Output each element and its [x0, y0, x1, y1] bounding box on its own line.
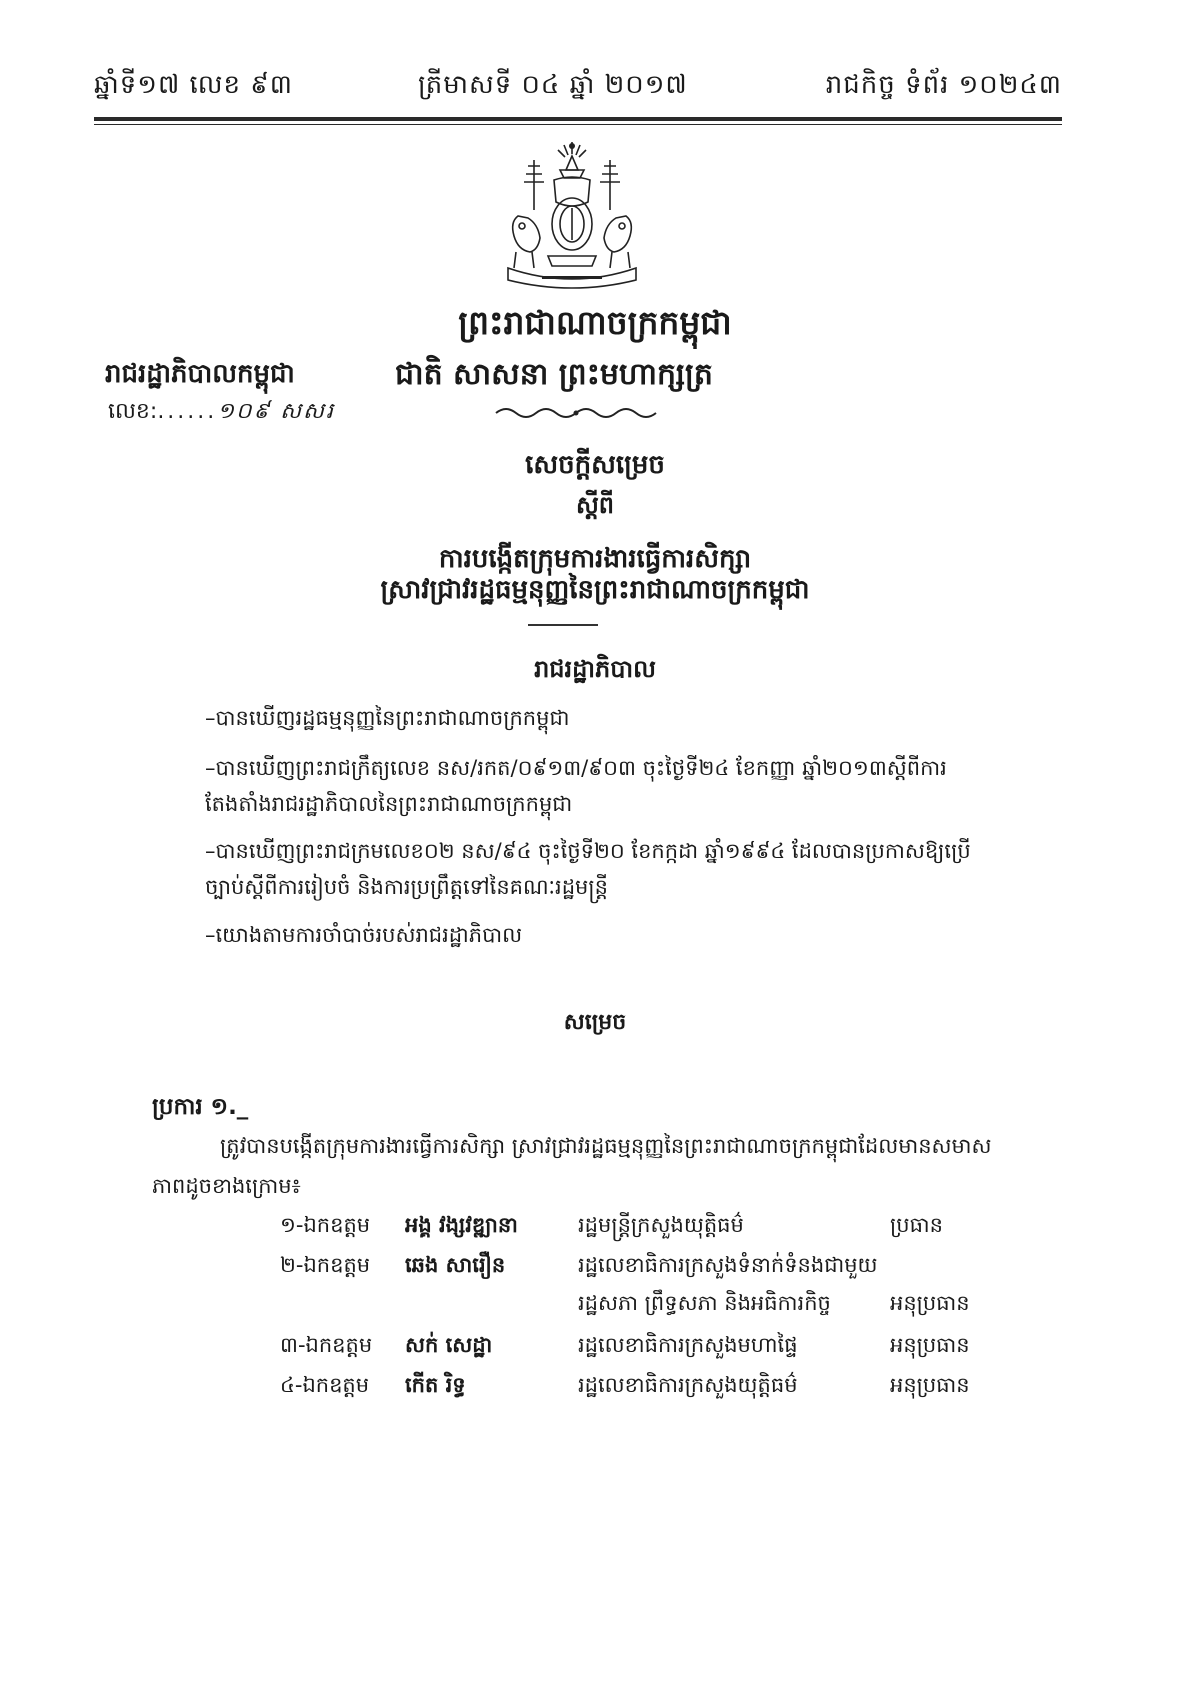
- member-position-continued: រដ្ឋសភា ព្រឹទ្ធសភា និងអធិការកិច្ច: [578, 1291, 831, 1315]
- member-position: រដ្ឋលេខាធិការក្រសួងយុត្តិធម៌: [578, 1373, 798, 1397]
- gazette-page: រាជកិច្ច ទំព័រ ១០២៤៣: [825, 70, 1062, 100]
- member-role: ប្រធាន: [890, 1213, 943, 1237]
- gazette-issue: ឆ្នាំទី១៧ លេខ ៩៣: [94, 70, 293, 100]
- article-text: ត្រូវបានបង្កើតក្រុមការងារធ្វើការសិក្សា ស្រាវជ្រាវរដ្ឋធម្មនុញ្ញនៃព្រះរាជាណាចក្រកម្ពុជាដែលមានសមាសភាពដូចខាងក្រោម៖: [152, 1134, 992, 1198]
- decides-heading: សម្រេច: [563, 1010, 627, 1035]
- member-number: ៣-ឯកឧត្តម: [280, 1333, 373, 1357]
- member-role: អនុប្រធាន: [890, 1291, 970, 1315]
- consideration-item: –បានឃើញរដ្ឋធម្មនុញ្ញនៃព្រះរាជាណាចក្រកម្ពុជា: [205, 706, 570, 730]
- member-number: ២-ឯកឧត្តម: [280, 1253, 371, 1277]
- member-role: អនុប្រធាន: [890, 1373, 970, 1397]
- decision-about: ស្ដីពី: [575, 491, 615, 519]
- article-label: ប្រការ ១._: [152, 1094, 249, 1120]
- consideration-item: –យោងតាមការចាំបាច់របស់រាជរដ្ឋាភិបាល: [205, 923, 523, 947]
- member-number: ១-ឯកឧត្តម: [280, 1213, 371, 1237]
- reference-number: លេខ:......១០៩ សសរ: [108, 399, 335, 424]
- member-name: អង្គ វង្សវឌ្ឍានា: [405, 1213, 518, 1237]
- member-name: សក់ សេដ្ឋា: [405, 1333, 493, 1357]
- decision-subject-line1: ការបង្កើតក្រុមការងារធ្វើការសិក្សា: [438, 544, 752, 574]
- member-number: ៤-ឯកឧត្តម: [280, 1373, 370, 1397]
- royal-emblem-icon: [488, 140, 656, 298]
- decision-title: សេចក្ដីសម្រេច: [525, 450, 665, 480]
- title-divider: [528, 624, 598, 626]
- national-motto: ជាតិ សាសនា ព្រះមហាក្សត្រ: [395, 357, 713, 392]
- reference-number-label: លេខ:: [108, 399, 158, 424]
- government-heading: រាជរដ្ឋាភិបាល: [534, 655, 656, 683]
- reference-number-value: ១០៩ សសរ: [217, 399, 335, 424]
- decision-subject-line2: ស្រាវជ្រាវរដ្ឋធម្មនុញ្ញនៃព្រះរាជាណាចក្រកម្ពុជា: [380, 575, 810, 605]
- member-position: រដ្ឋលេខាធិការក្រសួងទំនាក់ទំនងជាមួយ: [578, 1253, 878, 1277]
- member-position: រដ្ឋលេខាធិការក្រសួងមហាផ្ទៃ: [578, 1333, 798, 1357]
- consideration-item: –បានឃើញព្រះរាជក្រមលេខ០២ នស/៩៤ ចុះថ្ងៃទី២០ ខែកក្កដា ឆ្នាំ១៩៩៤ ដែលបានប្រកាសឱ្យប្រើច្បាប់ស្ដីពីការរៀបចំ និងការប្រព្រឹត្តទៅនៃគណៈរដ្ឋមន្ត្រី: [205, 839, 971, 899]
- ornament-flourish-icon: [492, 405, 662, 421]
- member-name: កើត រិទ្ធ: [405, 1373, 466, 1397]
- member-name: ឆេង សារឿន: [405, 1253, 506, 1277]
- header-rule-thick: [94, 117, 1062, 121]
- issuer-name: រាជរដ្ឋាភិបាលកម្ពុជា: [105, 359, 295, 389]
- header-rule-thin: [94, 124, 1062, 125]
- kingdom-title: ព្រះរាជាណាចក្រកម្ពុជា: [458, 303, 732, 342]
- consideration-item: –បានឃើញព្រះរាជក្រឹត្យលេខ នស/រកត/០៩១៣/៩០៣ ចុះថ្ងៃទី២៤ ខែកញ្ញា ឆ្នាំ២០១៣ស្ដីពីការតែងតាំងរាជរដ្ឋាភិបាលនៃព្រះរាជាណាចក្រកម្ពុជា: [205, 756, 947, 816]
- gazette-date: ត្រីមាសទី ០៤ ឆ្នាំ ២០១៧: [418, 70, 688, 100]
- member-position: រដ្ឋមន្ត្រីក្រសួងយុត្តិធម៌: [578, 1213, 744, 1237]
- member-role: អនុប្រធាន: [890, 1333, 970, 1357]
